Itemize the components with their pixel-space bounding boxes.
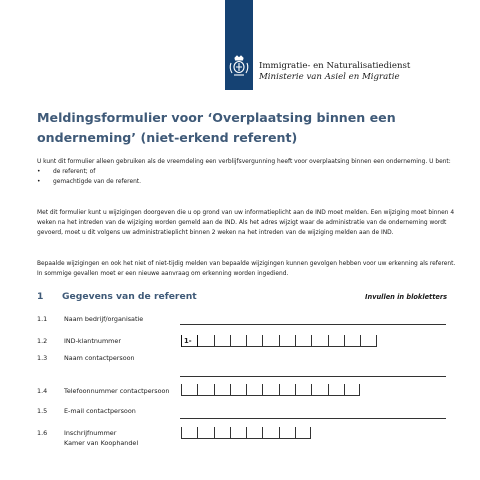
digit-box[interactable] bbox=[311, 335, 327, 347]
field-number: 1.5 bbox=[37, 407, 48, 415]
consequence-paragraph: Bepaalde wijzigingen en ook het niet of niet-tijdig melden van bepaalde wijzigingen kunnen gevolgen hebben voor uw erkenning als referent. In sommige gevallen moet er een nieuwe aanvraag om erkenning worden ingediend. bbox=[37, 261, 456, 277]
field-label: Telefoonnummer contactpersoon bbox=[64, 387, 170, 395]
digit-box[interactable] bbox=[246, 335, 262, 347]
digit-box[interactable] bbox=[311, 384, 327, 396]
digit-box[interactable] bbox=[344, 335, 360, 347]
digit-box[interactable] bbox=[230, 335, 246, 347]
crest-icon bbox=[227, 54, 251, 78]
digit-box[interactable] bbox=[214, 427, 230, 439]
logo-bar bbox=[225, 0, 253, 90]
digit-box[interactable] bbox=[262, 335, 278, 347]
intro-block bbox=[37, 158, 457, 187]
company-name-input[interactable] bbox=[180, 324, 446, 325]
digit-box[interactable] bbox=[328, 335, 344, 347]
contact-email-input[interactable] bbox=[180, 418, 446, 419]
digit-box[interactable] bbox=[295, 427, 311, 439]
digit-box[interactable] bbox=[279, 335, 295, 347]
digit-box[interactable] bbox=[214, 384, 230, 396]
digit-box[interactable] bbox=[181, 384, 197, 396]
field-number: 1.1 bbox=[37, 315, 48, 323]
digit-box[interactable] bbox=[181, 427, 197, 439]
ind-client-number-input[interactable] bbox=[181, 335, 377, 347]
field-label-line2: Kamer van Koophandel bbox=[64, 438, 139, 447]
section-title: Gegevens van de referent bbox=[62, 291, 197, 302]
section-number: 1 bbox=[37, 291, 44, 302]
list-item: • de referent; of bbox=[37, 168, 457, 178]
field-label: E-mail contactpersoon bbox=[64, 407, 136, 415]
digit-box[interactable] bbox=[230, 427, 246, 439]
client-number-prefix: 1- bbox=[181, 335, 197, 347]
info-paragraph: Met dit formulier kunt u wijzigingen doorgeven die u op grond van uw informatieplicht aan de IND moet melden. Een wijziging moet binnen 4 weken na het intreden van de wijziging worden gemeld aan de IND. Als het adres wijzigt waar de administratie van de onderneming wordt gevoerd, moet u dit volgens uw administratieplicht binnen 2 weken na het intreden van de wijziging melden aan de IND. bbox=[37, 210, 455, 236]
org-name: Immigratie- en Naturalisatiedienst bbox=[259, 61, 411, 71]
contact-name-input[interactable] bbox=[180, 376, 446, 377]
field-label bbox=[64, 429, 179, 448]
field-label: IND-klantnummer bbox=[64, 337, 121, 345]
digit-box[interactable] bbox=[328, 384, 344, 396]
digit-box[interactable] bbox=[344, 384, 360, 396]
list-item: • gemachtigde van de referent. bbox=[37, 178, 457, 188]
intro-text: U kunt dit formulier alleen gebruiken als de vreemdeling een verblijfsvergunning heeft voor overplaatsing binnen een onderneming. U bent: bbox=[37, 159, 451, 165]
digit-box[interactable] bbox=[295, 384, 311, 396]
org-name-block bbox=[259, 61, 410, 83]
digit-box[interactable] bbox=[230, 384, 246, 396]
digit-box[interactable] bbox=[279, 427, 295, 439]
field-number: 1.3 bbox=[37, 354, 48, 362]
digit-box[interactable] bbox=[262, 384, 278, 396]
digit-box[interactable] bbox=[246, 427, 262, 439]
field-label-line1: Inschrijfnummer bbox=[64, 429, 117, 437]
digit-box[interactable] bbox=[197, 335, 213, 347]
intro-bullets bbox=[37, 168, 457, 188]
field-number: 1.6 bbox=[37, 429, 48, 437]
field-label: Naam contactpersoon bbox=[64, 354, 135, 362]
section-heading bbox=[37, 291, 447, 303]
section-hint: Invullen in blokletters bbox=[365, 293, 447, 301]
ministry-name: Ministerie van Asiel en Migratie bbox=[259, 72, 400, 82]
form-title: Meldingsformulier voor ‘Overplaatsing binnen een onderneming’ (niet-erkend referent) bbox=[37, 110, 396, 145]
field-number: 1.4 bbox=[37, 387, 48, 395]
field-label: Naam bedrijf/organisatie bbox=[64, 315, 144, 323]
digit-box[interactable] bbox=[279, 384, 295, 396]
field-number: 1.2 bbox=[37, 337, 48, 345]
digit-box[interactable] bbox=[197, 427, 213, 439]
digit-box[interactable] bbox=[246, 384, 262, 396]
digit-box[interactable] bbox=[295, 335, 311, 347]
digit-box[interactable] bbox=[214, 335, 230, 347]
kvk-number-input[interactable] bbox=[181, 427, 311, 439]
digit-box[interactable] bbox=[197, 384, 213, 396]
digit-box[interactable] bbox=[360, 335, 376, 347]
contact-phone-input[interactable] bbox=[181, 384, 360, 396]
digit-box[interactable] bbox=[262, 427, 278, 439]
